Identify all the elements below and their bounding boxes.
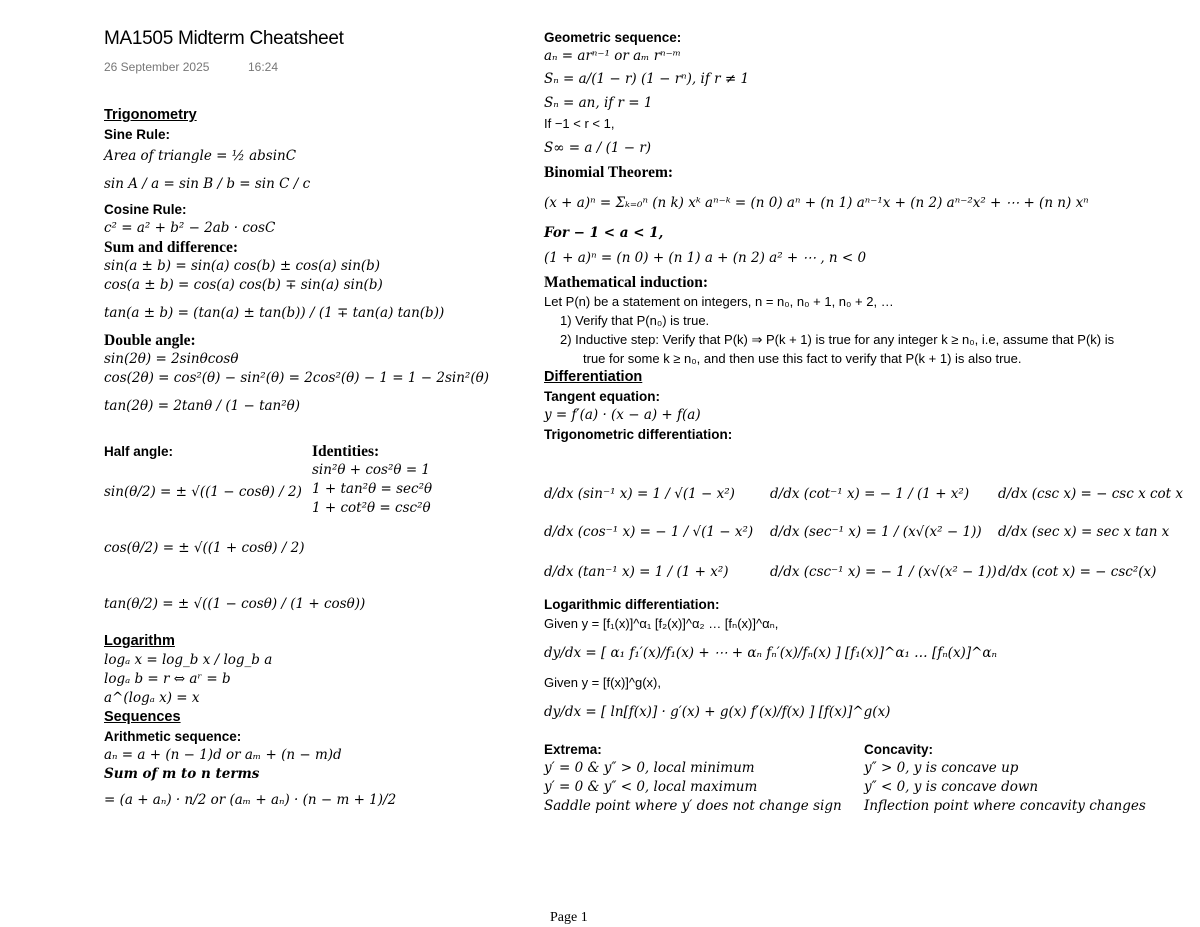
- half-angle-label: Half angle:: [104, 444, 174, 459]
- half-sin-formula: sin(θ/2) = ± √((1 − cosθ) / 2): [104, 484, 302, 500]
- sum-terms-formula: = (a + aₙ) · n/2 or (aₘ + aₙ) · (n − m + 1)/2: [104, 792, 397, 808]
- page-number: Page 1: [550, 910, 588, 925]
- induction-step-2: 2) Inductive step: Verify that P(k) ⇒ P(k + 1) is true for any integer k ≥ n₀, i.e, assume that P(k) is: [560, 332, 1115, 347]
- concavity-block: [864, 740, 1194, 816]
- extrema-label: Extrema:: [544, 742, 602, 757]
- sequences-heading: Sequences: [104, 709, 181, 725]
- deriv-arccot: d/dx (cot⁻¹ x) = − 1 / (1 + x²): [770, 486, 970, 502]
- binomial-for-condition: For − 1 < a < 1,: [544, 225, 664, 241]
- trig-diff-label: Trigonometric differentiation:: [544, 427, 733, 442]
- geo-if-condition: If −1 < r < 1,: [544, 116, 615, 131]
- double-sin-formula: sin(2θ) = 2sinθcosθ: [104, 351, 239, 367]
- identity-3: 1 + cot²θ = csc²θ: [312, 500, 431, 516]
- sum-sin-formula: sin(a ± b) = sin(a) cos(b) ± cos(a) sin(b): [104, 258, 381, 274]
- geo-sn-case-2: Sₙ = an, if r = 1: [544, 95, 653, 111]
- identities-label: Identities:: [312, 443, 380, 460]
- arith-label: Arithmetic sequence:: [104, 729, 242, 744]
- deriv-cot: d/dx (cot x) = − csc²(x): [998, 564, 1157, 580]
- sine-rule-label: Sine Rule:: [104, 127, 171, 142]
- deriv-arcsec: d/dx (sec⁻¹ x) = 1 / (x√(x² − 1)): [770, 524, 982, 540]
- geo-an-formula: aₙ = arⁿ⁻¹ or aₘ rⁿ⁻ᵐ: [544, 48, 682, 64]
- deriv-arccos: d/dx (cos⁻¹ x) = − 1 / √(1 − x²): [544, 524, 754, 540]
- inflection-point: Inflection point where concavity changes: [864, 798, 1146, 814]
- log-heading: Logarithm: [104, 633, 175, 649]
- double-angle-label: Double angle:: [104, 332, 196, 349]
- log-diff-given-2: Given y = [f(x)]^g(x),: [544, 675, 661, 690]
- induction-step-2-cont: true for some k ≥ n₀, and then use this fact to verify that P(k + 1) is also true.: [583, 351, 1022, 366]
- half-cos-formula: cos(θ/2) = ± √((1 + cosθ) / 2): [104, 540, 305, 556]
- induction-step-1: 1) Verify that P(n₀) is true.: [560, 313, 710, 328]
- extrema-min: y′ = 0 & y″ > 0, local minimum: [544, 760, 755, 776]
- concave-up: y″ > 0, y is concave up: [864, 760, 1019, 776]
- deriv-arcsin: d/dx (sin⁻¹ x) = 1 / √(1 − x²): [544, 486, 735, 502]
- differentiation-heading: Differentiation: [544, 369, 643, 385]
- area-formula: Area of triangle = ½ absinC: [104, 148, 297, 164]
- geo-sn-case-1: Sₙ = a/(1 − r) (1 − rⁿ), if r ≠ 1: [544, 71, 750, 87]
- concavity-label: Concavity:: [864, 742, 934, 757]
- log-diff-formula-2: dy/dx = [ ln[f(x)] · g′(x) + g(x) f′(x)/f(x) ] [f(x)]^g(x): [544, 704, 891, 720]
- binomial-series: (1 + a)ⁿ = (n 0) + (n 1) a + (n 2) a² + ⋯ , n < 0: [544, 250, 867, 266]
- concave-down: y″ < 0, y is concave down: [864, 779, 1039, 795]
- binomial-formula: (x + a)ⁿ = Σₖ₌₀ⁿ (n k) xᵏ aⁿ⁻ᵏ = (n 0) aⁿ + (n 1) aⁿ⁻¹x + (n 2) aⁿ⁻²x² + ⋯ + (n n) xⁿ: [544, 195, 1089, 211]
- left-column: [104, 106, 534, 424]
- tangent-formula: y = f′(a) · (x − a) + f(a): [544, 407, 701, 423]
- cosine-rule-label: Cosine Rule:: [104, 202, 187, 217]
- deriv-sec: d/dx (sec x) = sec x tan x: [998, 524, 1170, 540]
- log-diff-block: [544, 595, 1194, 732]
- deriv-arctan: d/dx (tan⁻¹ x) = 1 / (1 + x²): [544, 564, 729, 580]
- geo-sinf-formula: S∞ = a / (1 − r): [544, 140, 652, 156]
- tangent-label: Tangent equation:: [544, 389, 660, 404]
- geo-label: Geometric sequence:: [544, 30, 682, 45]
- sum-diff-label: Sum and difference:: [104, 239, 239, 256]
- double-tan-formula: tan(2θ) = 2tanθ / (1 − tan²θ): [104, 398, 301, 414]
- log-diff-given-1: Given y = [f₁(x)]^α₁ [f₂(x)]^α₂ … [fₙ(x)]^αₙ,: [544, 616, 779, 631]
- sum-tan-formula: tan(a ± b) = (tan(a) ± tan(b)) / (1 ∓ tan(a) tan(b)): [104, 305, 445, 321]
- deriv-arccsc: d/dx (csc⁻¹ x) = − 1 / (x√(x² − 1)): [770, 564, 997, 580]
- identity-2: 1 + tan²θ = sec²θ: [312, 481, 433, 497]
- binomial-label: Binomial Theorem:: [544, 164, 674, 181]
- sine-ratio-formula: sin A / a = sin B / b = sin C / c: [104, 176, 311, 192]
- log-formula-3: a^(logₐ x) = x: [104, 690, 200, 706]
- cosine-formula: c² = a² + b² − 2ab · cosC: [104, 220, 276, 236]
- sum-terms-label: Sum of m to n terms: [104, 766, 260, 782]
- page-title: MA1505 Midterm Cheatsheet: [104, 28, 344, 49]
- arith-formula: aₙ = a + (n − 1)d or aₘ + (n − m)d: [104, 747, 342, 763]
- time-stamp: 16:24: [248, 60, 279, 74]
- extrema-saddle: Saddle point where y′ does not change sign: [544, 798, 842, 814]
- extrema-max: y′ = 0 & y″ < 0, local maximum: [544, 779, 758, 795]
- deriv-csc: d/dx (csc x) = − csc x cot x: [998, 486, 1183, 502]
- extrema-block: [544, 740, 864, 816]
- date-stamp: 26 September 2025: [104, 60, 210, 74]
- log-diff-formula-1: dy/dx = [ α₁ f₁′(x)/f₁(x) + ⋯ + αₙ fₙ′(x)/fₙ(x) ] [f₁(x)]^α₁ … [fₙ(x)]^αₙ: [544, 645, 997, 661]
- log-diff-label: Logarithmic differentiation:: [544, 597, 720, 612]
- left-lower-column: [104, 632, 534, 816]
- induction-intro: Let P(n) be a statement on integers, n = n₀, n₀ + 1, n₀ + 2, …: [544, 294, 894, 309]
- half-tan-formula: tan(θ/2) = ± √((1 − cosθ) / (1 + cosθ)): [104, 596, 366, 612]
- trig-heading: Trigonometry: [104, 107, 197, 123]
- right-column: [544, 28, 1194, 444]
- log-formula-2: logₐ b = r ⇔ aʳ = b: [104, 671, 231, 687]
- identity-1: sin²θ + cos²θ = 1: [312, 462, 431, 478]
- induction-label: Mathematical induction:: [544, 274, 709, 291]
- sum-cos-formula: cos(a ± b) = cos(a) cos(b) ∓ sin(a) sin(b): [104, 277, 383, 293]
- double-cos-formula: cos(2θ) = cos²(θ) − sin²(θ) = 2cos²(θ) − 1 = 1 − 2sin²(θ): [104, 370, 489, 386]
- log-formula-1: logₐ x = log_b x / log_b a: [104, 652, 273, 668]
